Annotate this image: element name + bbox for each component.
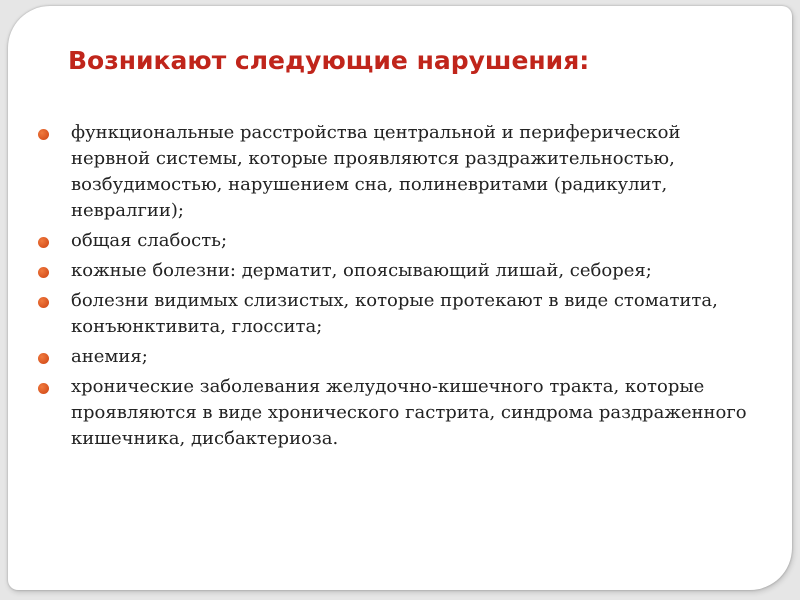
bullet-item-5 [38, 344, 758, 370]
bullet-text: функциональные расстройства центральной и периферической нервной системы, которые проявляются раздражительностью, возбудимостью, нарушением сна, полиневритами (радикулит, невралгии); [71, 122, 681, 221]
bullet-circle-icon [38, 383, 49, 394]
bullet-circle-icon [38, 267, 49, 278]
bullet-text: общая слабость; [71, 230, 228, 251]
bullet-circle-icon [38, 129, 49, 140]
slide-card [8, 6, 792, 590]
bullet-text: кожные болезни: дерматит, опоясывающий лишай, себорея; [71, 260, 652, 281]
bullet-circle-icon [38, 237, 49, 248]
bullet-item-3 [38, 258, 758, 284]
bullet-item-6 [38, 374, 758, 452]
bullet-item-2 [38, 228, 758, 254]
bullet-circle-icon [38, 353, 49, 364]
bullet-text: хронические заболевания желудочно-кишечного тракта, которые проявляются в виде хронического гастрита, синдрома раздраженного кишечника, дисбактериоза. [71, 376, 747, 449]
bullet-text: болезни видимых слизистых, которые протекают в виде стоматита, конъюнктивита, глоссита; [71, 290, 718, 337]
bullet-item-4 [38, 288, 758, 340]
bullet-circle-icon [38, 297, 49, 308]
bullet-list [38, 120, 758, 456]
bullet-text: анемия; [71, 346, 148, 367]
slide-title: Возникают следующие нарушения: [68, 46, 590, 75]
bullet-item-1 [38, 120, 758, 224]
